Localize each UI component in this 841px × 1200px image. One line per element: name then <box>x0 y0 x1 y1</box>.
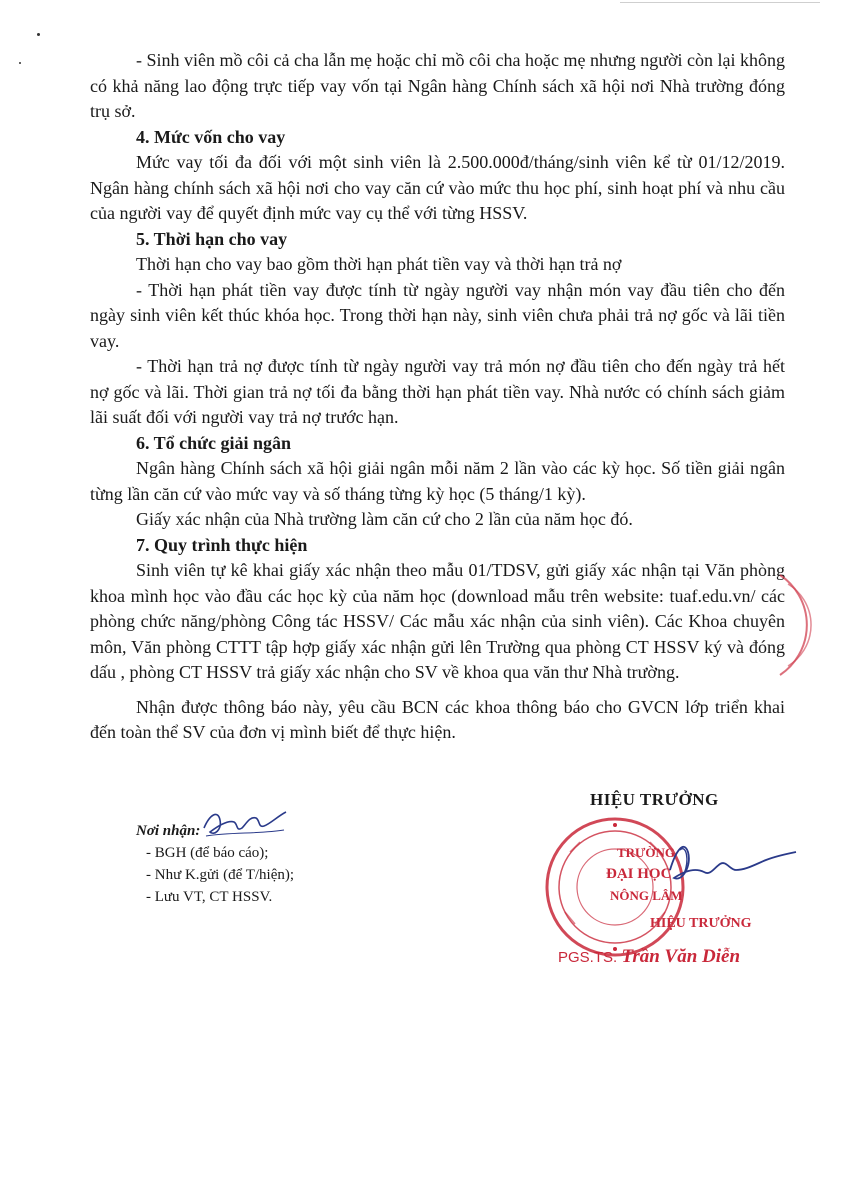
paragraph-gap <box>90 686 785 695</box>
body-paragraph: - Sinh viên mồ côi cả cha lẫn mẹ hoặc chỉ mồ côi cha hoặc mẹ nhưng người còn lại không có khả năng lao động trực tiếp vay vốn tại Ngân hàng Chính sách xã hội nơi Nhà trường đóng trụ sở. <box>90 50 785 121</box>
partial-stamp-mark <box>770 570 820 680</box>
section-heading: 6. Tổ chức giải ngân <box>136 432 291 453</box>
body-paragraph: Nhận được thông báo này, yêu cầu BCN các khoa thông báo cho GVCN lớp triển khai đến toàn thể SV của đơn vị mình biết để thực hiện. <box>90 696 785 742</box>
body-paragraph: Sinh viên tự kê khai giấy xác nhận theo mẫu 01/TDSV, gửi giấy xác nhận tại Văn phòng khoa mình học vào đầu các học kỳ của năm học (download mẫu trên website: tuaf.edu.vn/ các phòng chức năng/phòng Công tác HSSV/ Các mẫu xác nhận của sinh viên). Các Khoa chuyên môn, Văn phòng CTTT tập hợp giấy xác nhận gửi lên Trường qua phòng CT HSSV ký và đóng dấu , phòng CT HSSV trả giấy xác nhận cho SV về khoa qua văn thư Nhà trường. <box>90 560 785 682</box>
recipients-label: Nơi nhận: <box>136 823 201 839</box>
body-paragraph: Giấy xác nhận của Nhà trường làm căn cứ cho 2 lần của năm học đó. <box>136 509 633 529</box>
body-paragraph: Mức vay tối đa đối với một sinh viên là 2.500.000đ/tháng/sinh viên kể từ 01/12/2019. Ngân hàng chính sách xã hội nơi cho vay căn cứ vào mức thu học phí, sinh hoạt phí và nhu cầu của người vay để quyết định mức vay cụ thể với từng HSSV. <box>90 152 785 223</box>
body-paragraph: Ngân hàng Chính sách xã hội giải ngân mỗi năm 2 lần vào các kỳ học. Số tiền giải ngân từng lần căn cứ vào mức vay và số tháng từng kỳ học (5 tháng/1 kỳ). <box>90 458 785 504</box>
signature-block <box>540 790 800 990</box>
signer-name <box>558 946 740 968</box>
signer-full-name: Trần Văn Diễn <box>621 946 741 967</box>
stamp-text-line: ĐẠI HỌC <box>606 866 672 882</box>
document-body <box>90 48 785 746</box>
recipient-item: - BGH (để báo cáo); <box>146 845 269 861</box>
scan-speck <box>19 62 21 64</box>
body-paragraph: - Thời hạn phát tiền vay được tính từ ngày người vay nhận món vay đầu tiên cho đến ngày sinh viên kết thúc khóa học. Trong thời hạn này, sinh viên chưa phải trả nợ gốc và lãi tiền vay. <box>90 279 785 351</box>
body-paragraph: - Thời hạn trả nợ được tính từ ngày người vay trả món nợ đầu tiên cho đến ngày trả hết nợ gốc và lãi. Thời gian trả nợ tối đa bằng thời hạn phát tiền vay. Nhà nước có chính sách giảm lãi suất đối với người vay trả nợ trước hạn. <box>90 356 785 427</box>
recipient-item: - Lưu VT, CT HSSV. <box>146 889 273 905</box>
signer-degree: PGS.TS. <box>558 949 618 966</box>
signer-title: HIỆU TRƯỞNG <box>590 790 719 809</box>
section-heading: 7. Quy trình thực hiện <box>136 534 308 555</box>
section-heading: 4. Mức vốn cho vay <box>136 126 286 147</box>
recipients-block <box>136 820 294 908</box>
stamp-text-line: NÔNG LÂM <box>610 888 683 903</box>
handwritten-signature <box>660 830 800 900</box>
scan-edge-line <box>620 2 820 3</box>
stamp-sub-title: HIỆU TRƯỞNG <box>650 916 752 931</box>
recipient-item: - Như K.gửi (để T/hiện); <box>146 867 295 883</box>
stamp-text-line: TRƯỜNG <box>617 845 676 860</box>
body-paragraph: Thời hạn cho vay bao gồm thời hạn phát tiền vay và thời hạn trả nợ <box>136 254 622 274</box>
scan-speck <box>37 33 40 36</box>
section-heading: 5. Thời hạn cho vay <box>136 228 288 249</box>
